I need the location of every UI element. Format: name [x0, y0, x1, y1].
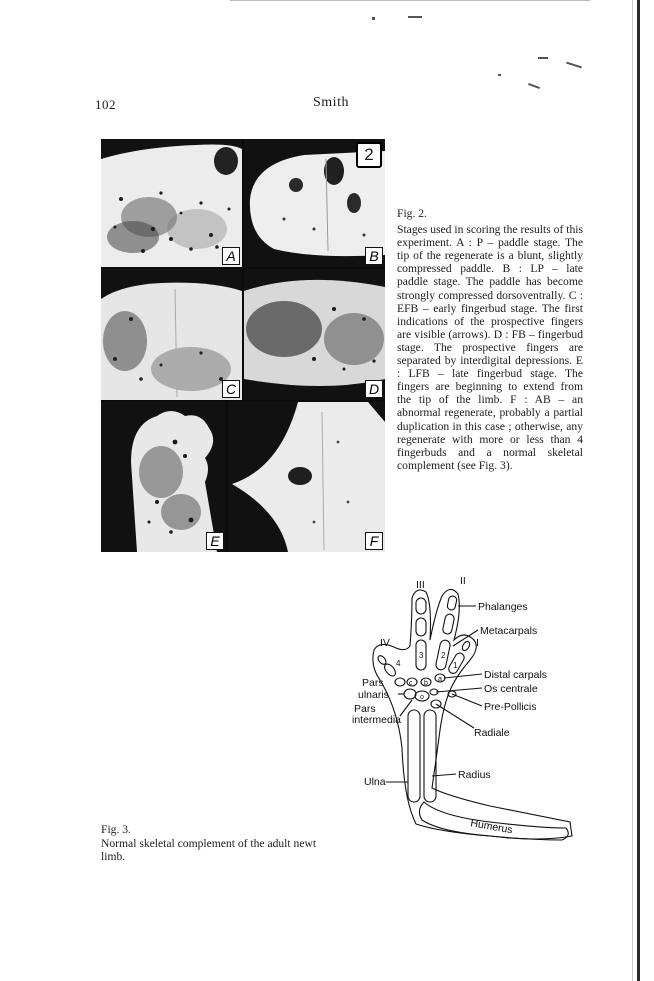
carpal-letter-c: c: [409, 680, 413, 687]
panel-label-b: B: [365, 247, 383, 265]
label-pars-intermedia-2: intermedia: [352, 714, 402, 726]
figure-2-plate: [101, 139, 385, 552]
digit-label-i: I: [476, 637, 479, 649]
label-pars-intermedia-1: Pars: [354, 703, 376, 715]
label-os-centrale: Os centrale: [484, 683, 538, 695]
label-radiale: Radiale: [474, 727, 510, 739]
binding-edge: [637, 0, 640, 981]
label-ulna: Ulna: [364, 776, 386, 788]
panel-d: [244, 269, 385, 400]
scan-speck: [528, 83, 540, 89]
figure-2-label: Fig. 2.: [397, 207, 427, 220]
label-pre-pollicis: Pre-Pollicis: [484, 701, 537, 713]
label-pars-ulnaris-2: ulnaris: [358, 689, 389, 701]
label-distal-carpals: Distal carpals: [484, 669, 548, 681]
panel-label-a: A: [222, 247, 240, 265]
bone-number-3: 3: [419, 651, 424, 660]
carpal-letter-b: b: [424, 680, 428, 687]
label-pars-ulnaris-1: Pars: [362, 677, 384, 689]
panel-b: [244, 139, 385, 267]
carpal-letter-o: o: [420, 694, 424, 701]
scan-speck: [498, 74, 501, 76]
figure-3-limb-diagram: [340, 570, 590, 860]
bone-number-4: 4: [396, 659, 401, 668]
page-number: 102: [95, 97, 116, 112]
label-metacarpals: Metacarpals: [480, 625, 538, 637]
digit-label-iv: IV: [380, 637, 390, 649]
panel-c: [101, 269, 242, 400]
carpal-letter-a: a: [438, 676, 442, 683]
scan-speck: [538, 57, 548, 59]
binding-edge-shadow: [632, 0, 633, 981]
plate-number: 2: [356, 142, 382, 168]
panel-f: [228, 402, 385, 552]
panel-label-d: D: [365, 380, 383, 398]
panel-label-e: E: [206, 532, 224, 550]
scan-speck: [408, 16, 422, 18]
panel-label-c: C: [222, 380, 240, 398]
label-radius: Radius: [458, 769, 491, 781]
label-humerus: Humerus: [469, 817, 514, 837]
panel-a: [101, 139, 242, 267]
figure-3-caption-text: Normal skeletal complement of the adult newt limb.: [101, 836, 317, 863]
bone-number-1: 1: [453, 661, 458, 670]
bone-number-2: 2: [441, 651, 446, 660]
panel-label-f: F: [365, 532, 383, 550]
figure-3-caption: [101, 823, 341, 864]
running-head: Smith: [313, 95, 349, 110]
panel-e: [101, 402, 226, 552]
digit-label-ii: II: [460, 575, 466, 587]
top-rule: [230, 0, 590, 1]
figure-3-label: Fig. 3.: [101, 823, 131, 836]
scan-speck: [372, 17, 375, 20]
figure-2-caption: [397, 207, 583, 472]
label-phalanges: Phalanges: [478, 601, 528, 613]
digit-label-iii: III: [416, 579, 425, 591]
figure-2-caption-text: Stages used in scoring the results of this experiment. A : P – paddle stage. The tip of the regenerate is a blunt, slightly compressed paddle. B : LP – late paddle stage. The paddle has become strongly compressed dorsoventrally. C : EFB – early fingerbud stage. The first indications of the prospective fingers are visible (arrows). D : FB – fingerbud stage. The prospective fingers are separated by interdigital depressions. E : LFB – late fingerbud stage. The fingers are beginning to extend from the tip of the limb. F : AB – an abnormal regenerate, probably a partial duplication in this case ; otherwise, any regenerate with more or less than 4 fingerbuds and a normal skeletal complement (see Fig. 3).: [397, 223, 583, 472]
scan-speck: [566, 62, 582, 69]
